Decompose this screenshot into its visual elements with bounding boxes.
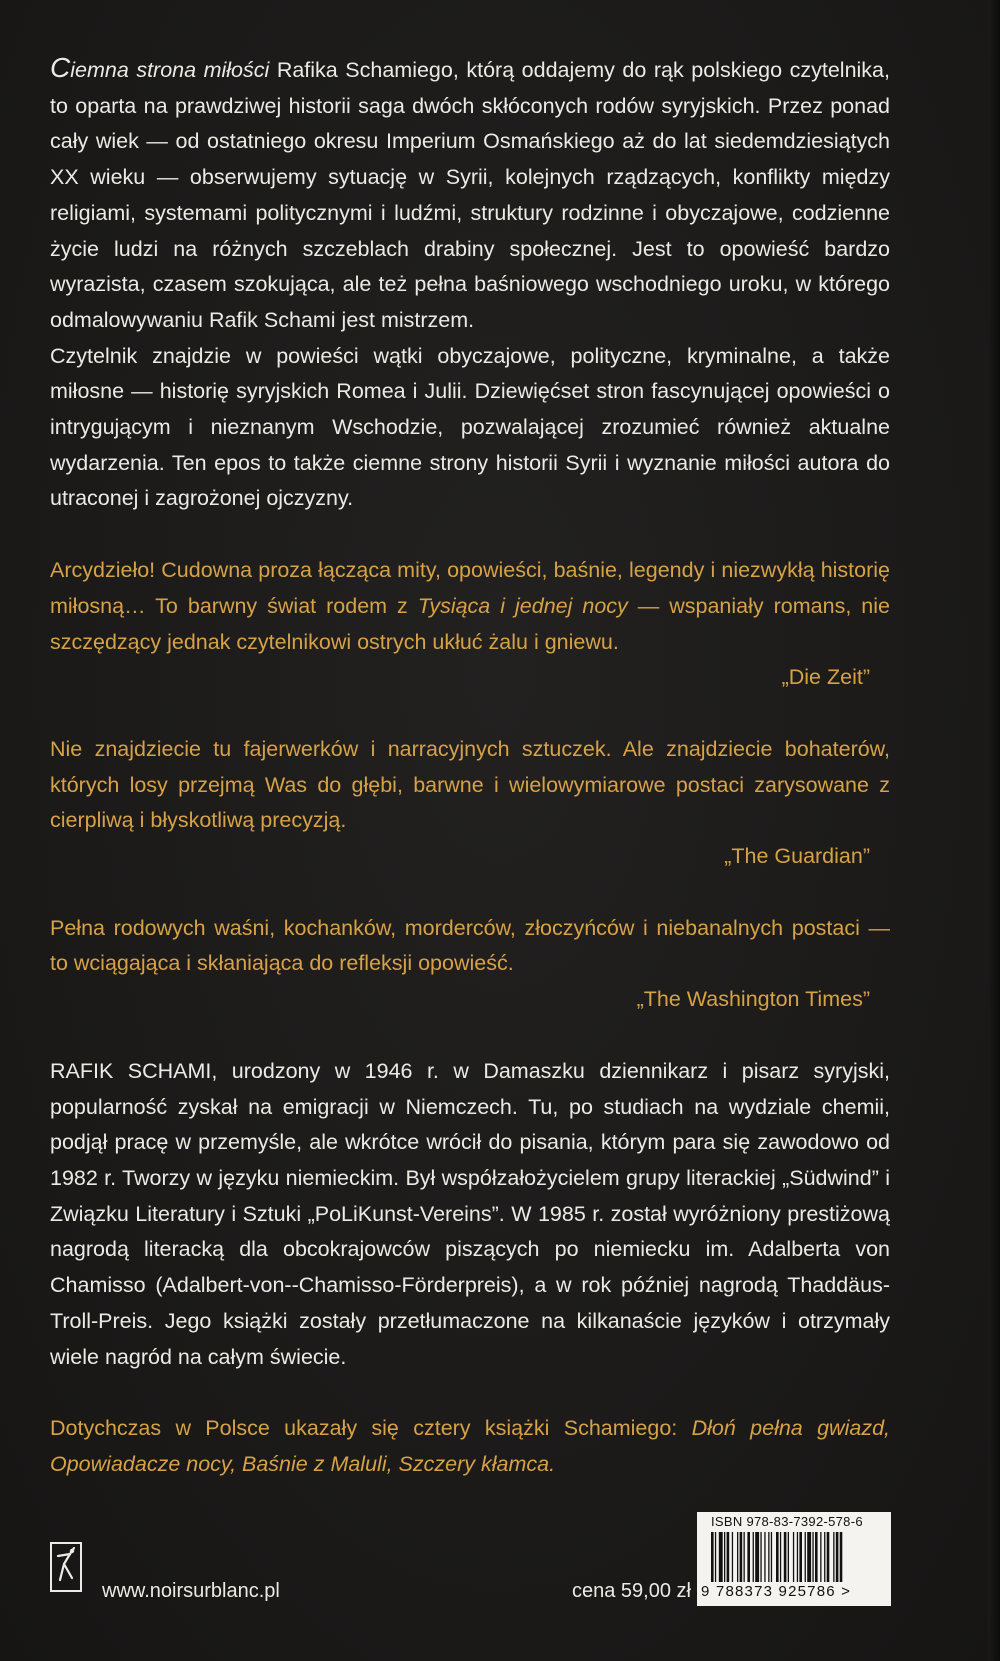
review-quote-2: Nie znajdziecie tu fajerwerków i narracyjnych sztuczek. Ale znajdziecie bohaterów, których losy przejmą Was do głębi, barwne i wielowymiarowe postaci zarysowane z cierpliwą i błyskotliwą precyzją. (50, 736, 890, 833)
isbn-barcode (697, 1512, 891, 1606)
review-quote-3: Pełna rodowych waśni, kochanków, morderców, złoczyńców i niebanalnych postaci — to wciągająca i skłaniająca do refleksji opowieść. (50, 915, 890, 976)
description-paragraph-2: Czytelnik znajdzie w powieści wątki obyczajowe, polityczne, kryminalne, a także miłosne — historię syryjskich Romea i Julii. Dziewięćset stron fascynującej opowieści o intrygującym i nieznanym Wschodzie, pozwalającej zrozumieć również aktualne wydarzenia. Ten epos to także ciemne strony historii Syrii i wyznanie miłości autora do utraconej i zagrożonej ojczyzny. (50, 343, 890, 511)
review-quote-1: Arcydzieło! Cudowna proza łącząca mity, opowieści, baśnie, legendy i niezwykłą historię miłosną… To barwny świat rodem z Tysiąca i jednej nocy — wspaniały romans, nie szczędzący jednak czytelnikowi ostrych ukłuć żalu i gniewu. (50, 558, 890, 654)
review-source-2: „The Guardian” (724, 844, 870, 869)
barcode-digits: 9 788373 925786 > (701, 1583, 852, 1600)
review-source-1: „Die Zeit” (781, 665, 870, 690)
description-text-1: Rafika Schamiego, którą oddajemy do rąk polskiego czytelnika, to oparta na prawdziwej historii saga dwóch skłóconych rodów syryjskich. Przez ponad cały wiek — od ostatniego okresu Imperium Osmańskiego aż do lat siedemdziesiątych XX wieku — obserwujemy sytuację w Syrii, kolejnych rządzących, konflikty między religiami, systemami politycznymi i ludźmi, struktury rodzinne i obyczajowe, codzienne życie ludzi na różnych szczeblach drabiny społecznej. Jest to opowieść bardzo wyrazista, czasem szokująca, ale też pełna baśniowego wschodniego uroku, w którego odmalowywaniu Rafik Schami jest mistrzem. (50, 58, 890, 332)
description-paragraph-1 (50, 50, 890, 339)
price-label: cena 59,00 zł (572, 1580, 691, 1602)
cover-text (50, 50, 890, 1483)
cover-footer (0, 1500, 1000, 1660)
author-bio: RAFIK SCHAMI, urodzony w 1946 r. w Damaszku dziennikarz i pisarz syryjski, popularność zyskał na emigracji w Niemczech. Tu, po studiach na wydziale chemii, podjął pracę w przemyśle, ale wkrótce wrócił do pisania, którym para się zawodowo od 1982 r. Tworzy w języku niemieckim. Był współzałożycielem grupy literackiej „Südwind” i Związku Literatury i Sztuki „PoLiKunst-Vereins”. W 1985 r. został wyróżniony prestiżową nagrodą literacką dla obcokrajowców piszących po niemiecku im. Adalberta von Chamisso (Adalbert-von--Chamisso-Förderpreis), a w rok później nagrodą Thaddäus-Troll-Preis. Jego książki zostały przetłumaczone na kilkanaście języków i otrzymały wiele nagród na całym świecie. (50, 1058, 890, 1369)
spine-edge (988, 0, 1000, 1661)
title-initial: C (50, 52, 71, 83)
isbn-number: ISBN 978-83-7392-578-6 (711, 1514, 863, 1529)
other-books-titles: Dłoń pełna gwiazd, Opowiadacze nocy, Baśnie z Maluli, Szczery kłamca. (50, 1416, 890, 1476)
review-source-3: „The Washington Times” (636, 987, 870, 1012)
publisher-logo-icon (50, 1542, 82, 1592)
other-books: Dotychczas w Polsce ukazały się cztery książki Schamiego: Dłoń pełna gwiazd, Opowiadacze nocy, Baśnie z Maluli, Szczery kłamca. (50, 1416, 890, 1476)
book-title: iemna strona miłości (70, 58, 270, 82)
publisher-website[interactable]: www.noirsurblanc.pl (102, 1580, 280, 1602)
barcode-bars (711, 1532, 881, 1584)
